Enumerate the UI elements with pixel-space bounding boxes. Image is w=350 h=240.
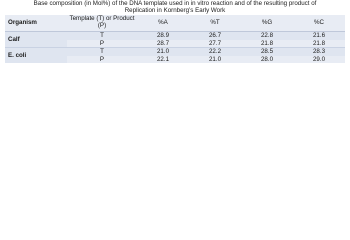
table-caption <box>0 0 350 14</box>
organism-cell: Calf <box>5 32 67 48</box>
base-composition-table <box>5 15 345 63</box>
header-percent-t: %T <box>210 18 220 26</box>
header-organism: Organism <box>8 18 37 26</box>
strand-cell: P <box>99 39 105 47</box>
header-percent-g: %G <box>261 18 273 26</box>
percent-t-cell: 26.7 <box>189 32 241 40</box>
caption-line-2: Replication in Kornberg’s Early Work <box>124 7 226 14</box>
percent-t-cell: 22.2 <box>208 48 222 56</box>
percent-t-cell: 27.7 <box>208 39 222 47</box>
percent-g-cell: 22.8 <box>241 32 293 40</box>
header-percent-c: %C <box>314 18 324 26</box>
strand-cell: T <box>67 32 137 40</box>
percent-a-cell: 28.7 <box>156 39 170 47</box>
percent-t-cell: 21.0 <box>208 55 222 63</box>
percent-g-cell: 28.0 <box>260 55 274 63</box>
caption-line-1: Base composition (in Mol%) of the DNA template used in in vitro reaction and of the resulting product of <box>33 0 317 7</box>
percent-c-cell: 21.6 <box>293 32 345 40</box>
header-percent-a: %A <box>158 18 168 26</box>
header-row <box>5 15 345 32</box>
strand-cell: P <box>99 55 105 63</box>
percent-c-cell: 21.8 <box>312 39 326 47</box>
header-template-product: Template (T) or Product (P) <box>69 15 135 29</box>
percent-c-cell: 29.0 <box>312 55 326 63</box>
organism-cell: E. coli <box>8 51 27 59</box>
percent-g-cell: 28.5 <box>260 48 274 56</box>
percent-a-cell: 22.1 <box>156 55 170 63</box>
percent-a-cell: 21.0 <box>156 48 170 56</box>
table-row <box>5 32 345 40</box>
percent-a-cell: 28.9 <box>137 32 189 40</box>
strand-cell: T <box>100 48 104 56</box>
percent-c-cell: 28.3 <box>312 48 326 56</box>
percent-g-cell: 21.8 <box>260 39 274 47</box>
table-row <box>5 48 345 56</box>
